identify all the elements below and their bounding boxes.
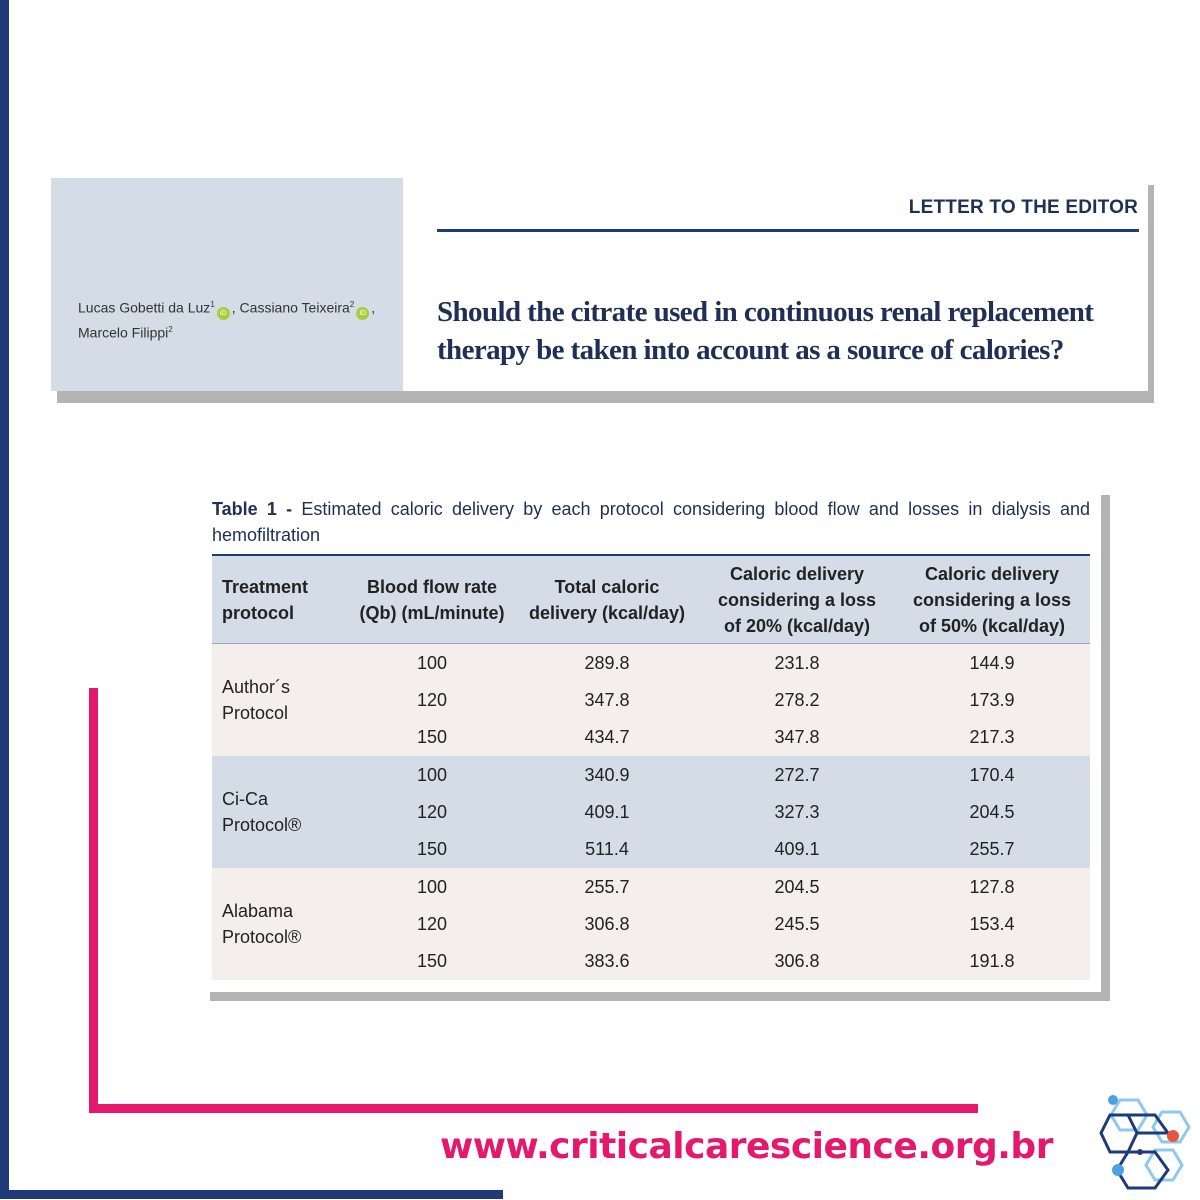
table-cell: 347.8 bbox=[584, 690, 630, 710]
table-cell: 150 bbox=[416, 951, 448, 971]
website-url[interactable]: www.criticalcarescience.org.br bbox=[440, 1126, 1053, 1167]
author-affiliation: 2 bbox=[168, 324, 173, 334]
table-group-cica-protocol bbox=[212, 756, 1090, 868]
author-name: Lucas Gobetti da Luz bbox=[78, 299, 211, 316]
table-cell: 153.4 bbox=[969, 914, 1015, 934]
table-group-alabama-protocol bbox=[212, 868, 1090, 980]
table-cell: 120 bbox=[416, 802, 448, 822]
table-cell: 255.7 bbox=[584, 877, 630, 897]
table-cell: 278.2 bbox=[774, 690, 820, 710]
table-cell: 191.8 bbox=[969, 951, 1015, 971]
author-name: Cassiano Teixeira bbox=[239, 299, 350, 316]
table-caption-label: Table 1 - bbox=[212, 499, 293, 519]
table-cell: 204.5 bbox=[969, 802, 1015, 822]
author-affiliation: 2 bbox=[349, 300, 355, 309]
table-cell: 120 bbox=[416, 914, 448, 934]
table-card bbox=[204, 487, 1101, 992]
accent-horizontal-line bbox=[89, 1104, 978, 1113]
table-cell: 170.4 bbox=[969, 765, 1015, 785]
protocol-name: Alabama Protocol® bbox=[222, 901, 302, 947]
column-header-loss-50: Caloric delivery considering a loss of 50% (kcal/day) bbox=[912, 563, 1072, 636]
column-header-total-caloric: Total caloric delivery (kcal/day) bbox=[528, 576, 686, 623]
author-name: Marcelo Filippi bbox=[78, 324, 169, 341]
table-cell: 409.1 bbox=[774, 839, 820, 859]
author-list: Lucas Gobetti da Luz$^1$iD , Cassiano Teixeira$^2$iD , Marcelo Filippi$^2$ bbox=[78, 299, 376, 341]
title-line: therapy be taken into account as a source of calories? bbox=[437, 334, 1064, 366]
table-cell: 272.7 bbox=[774, 765, 820, 785]
table-cell: 383.6 bbox=[584, 951, 630, 971]
molecule-logo-icon bbox=[1080, 1090, 1195, 1195]
column-header-loss-20: Caloric delivery considering a loss of 20% (kcal/day) bbox=[717, 563, 877, 636]
table-cell: 255.7 bbox=[969, 839, 1015, 859]
table-cell: 100 bbox=[416, 765, 448, 785]
table-cell: 231.8 bbox=[774, 653, 820, 673]
table-cell: 217.3 bbox=[969, 727, 1015, 747]
table-cell: 150 bbox=[416, 839, 448, 859]
table-caption-text: Estimated caloric delivery by each protocol considering blood flow and losses in dialysis and hemofiltration bbox=[212, 499, 1090, 545]
table-cell: 144.9 bbox=[969, 653, 1015, 673]
table-cell: 120 bbox=[416, 690, 448, 710]
article-type: LETTER TO THE EDITOR bbox=[908, 197, 1138, 218]
title-line: Should the citrate used in continuous renal replacement bbox=[437, 296, 1094, 328]
table-cell: 100 bbox=[416, 877, 448, 897]
table-cell: 127.8 bbox=[969, 877, 1015, 897]
table-cell: 245.5 bbox=[774, 914, 820, 934]
protocol-name: Author´s Protocol bbox=[222, 677, 291, 723]
table-caption bbox=[212, 496, 1090, 548]
article-title bbox=[437, 293, 1147, 369]
table-cell: 100 bbox=[416, 653, 448, 673]
table-cell: 409.1 bbox=[584, 802, 630, 822]
table-cell: 340.9 bbox=[584, 765, 630, 785]
table-cell: 204.5 bbox=[774, 877, 820, 897]
article-header-card bbox=[51, 178, 1148, 391]
accent-vertical-line bbox=[89, 688, 98, 1113]
table-cell: 173.9 bbox=[969, 690, 1015, 710]
table-header-row bbox=[212, 556, 1090, 644]
frame-left-bar bbox=[0, 0, 9, 1198]
table-cell: 150 bbox=[416, 727, 448, 747]
column-header-protocol: Treatment protocol bbox=[222, 576, 309, 623]
column-header-blood-flow: Blood flow rate (Qb) (mL/minute) bbox=[359, 576, 505, 623]
table-cell: 434.7 bbox=[584, 727, 630, 747]
table-cell: 289.8 bbox=[584, 653, 630, 673]
protocol-name: Ci-Ca Protocol® bbox=[222, 789, 302, 835]
table-cell: 327.3 bbox=[774, 802, 820, 822]
orcid-icon[interactable]: iD bbox=[356, 307, 369, 320]
table-cell: 306.8 bbox=[774, 951, 820, 971]
article-type-divider bbox=[437, 229, 1139, 232]
author-panel bbox=[51, 178, 403, 391]
frame-bottom-bar bbox=[0, 1190, 503, 1199]
author-affiliation: 1 bbox=[210, 300, 215, 309]
table-cell: 347.8 bbox=[774, 727, 820, 747]
table-group-authors-protocol bbox=[212, 644, 1090, 756]
orcid-icon[interactable]: iD bbox=[217, 307, 230, 320]
table-cell: 511.4 bbox=[585, 839, 629, 859]
table-cell: 306.8 bbox=[584, 914, 630, 934]
